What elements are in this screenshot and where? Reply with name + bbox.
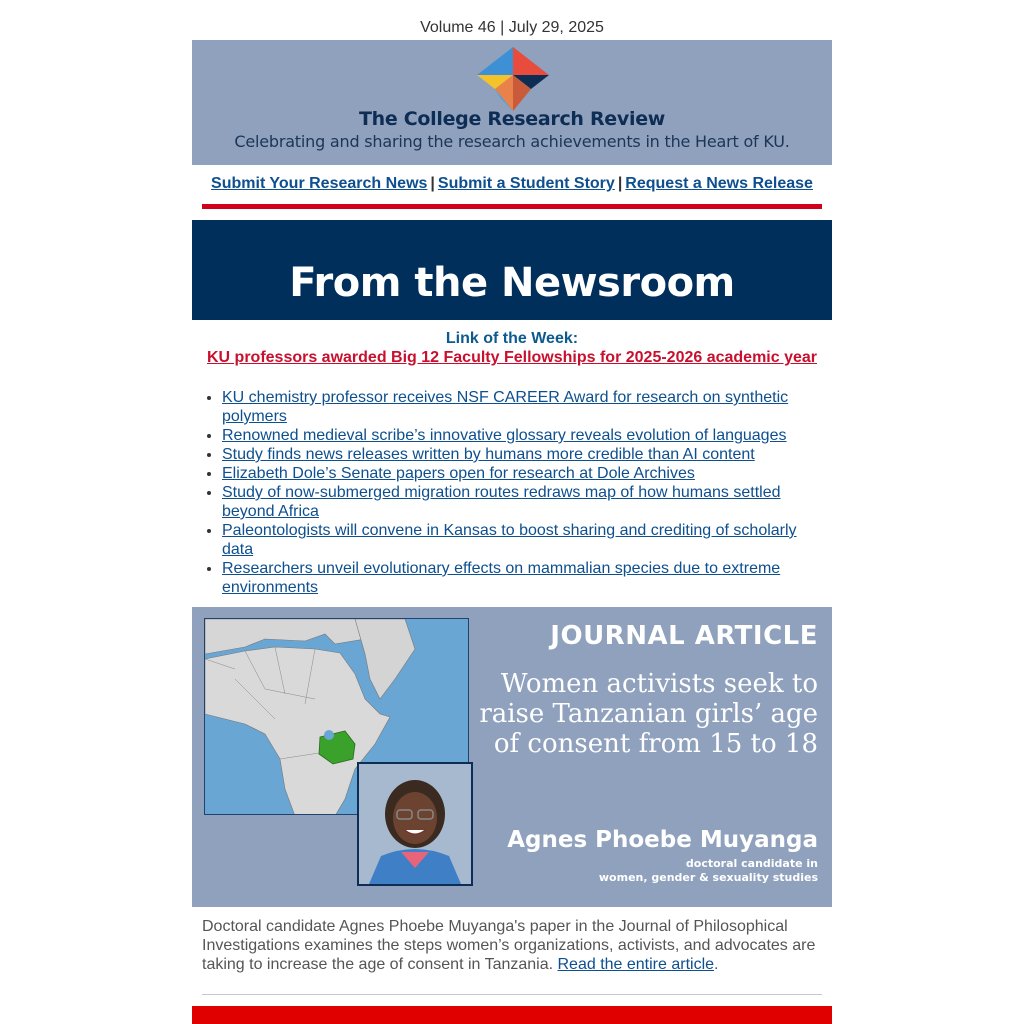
news-link[interactable]: Paleontologists will convene in Kansas to boost sharing and crediting of scholarly data <box>222 522 797 558</box>
newsroom-banner <box>192 220 832 320</box>
feature-person-role <box>599 857 818 885</box>
news-link[interactable]: Renowned medieval scribe’s innovative glossary reveals evolution of languages <box>222 427 787 444</box>
role-line-2: women, gender & sexuality studies <box>598 871 818 884</box>
section-title: From the Newsroom <box>289 260 735 306</box>
masthead-banner <box>192 40 832 165</box>
news-link[interactable]: Researchers unveil evolutionary effects on mammalian species due to extreme environments <box>222 560 781 596</box>
list-item <box>222 483 808 521</box>
submission-links-bar <box>192 175 832 193</box>
news-link[interactable]: Study finds news releases written by humans more credible than AI content <box>222 446 755 463</box>
list-item <box>222 521 808 559</box>
feature-person-name: Agnes Phoebe Muyanga <box>507 827 818 853</box>
kaleidoscope-logo-icon <box>475 47 551 111</box>
news-link[interactable]: KU chemistry professor receives NSF CAREER Award for research on synthetic polymers <box>222 389 789 425</box>
news-link[interactable]: Elizabeth Dole’s Senate papers open for research at Dole Archives <box>222 465 695 482</box>
request-news-release-link[interactable]: Request a News Release <box>625 175 813 192</box>
link-of-week-link[interactable]: KU professors awarded Big 12 Faculty Fellowships for 2025-2026 academic year <box>206 349 818 366</box>
article-summary <box>202 917 822 974</box>
feature-headline: Women activists seek to raise Tanzanian girls’ age of consent from 15 to 18 <box>479 669 818 759</box>
red-section-band <box>192 1006 832 1024</box>
link-of-week-label: Link of the Week: <box>445 330 579 347</box>
submit-research-news-link[interactable]: Submit Your Research News <box>211 175 428 192</box>
submit-student-story-link[interactable]: Submit a Student Story <box>437 175 615 192</box>
summary-trailing: . <box>714 956 719 973</box>
list-item <box>222 445 808 464</box>
portrait-photo <box>357 762 473 886</box>
journal-article-feature[interactable] <box>192 607 832 907</box>
portrait-icon <box>359 764 471 884</box>
role-line-1: doctoral candidate in <box>685 857 818 870</box>
feature-kicker: JOURNAL ARTICLE <box>550 621 818 651</box>
news-list <box>222 388 808 597</box>
list-item <box>222 388 808 426</box>
newsletter-tagline: Celebrating and sharing the research achievements in the Heart of KU. <box>234 132 790 151</box>
newsletter-title: The College Research Review <box>358 108 666 130</box>
list-item <box>222 559 808 597</box>
link-separator: | <box>617 175 623 192</box>
news-link[interactable]: Study of now-submerged migration routes redraws map of how humans settled beyond Africa <box>222 484 781 520</box>
list-item <box>222 464 808 483</box>
list-item <box>222 426 808 445</box>
summary-text: Doctoral candidate Agnes Phoebe Muyanga's paper in the Journal of Philosophical Investigations examines the steps women’s organizations, activists, and advocates are taking to increase the age of consent in Tanzania. <box>202 918 816 973</box>
gray-divider <box>202 994 822 995</box>
red-divider <box>202 204 822 209</box>
link-of-week <box>192 349 832 367</box>
volume-date-line: Volume 46 | July 29, 2025 <box>420 19 604 36</box>
read-article-link[interactable]: Read the entire article <box>557 956 715 973</box>
link-separator: | <box>430 175 435 192</box>
